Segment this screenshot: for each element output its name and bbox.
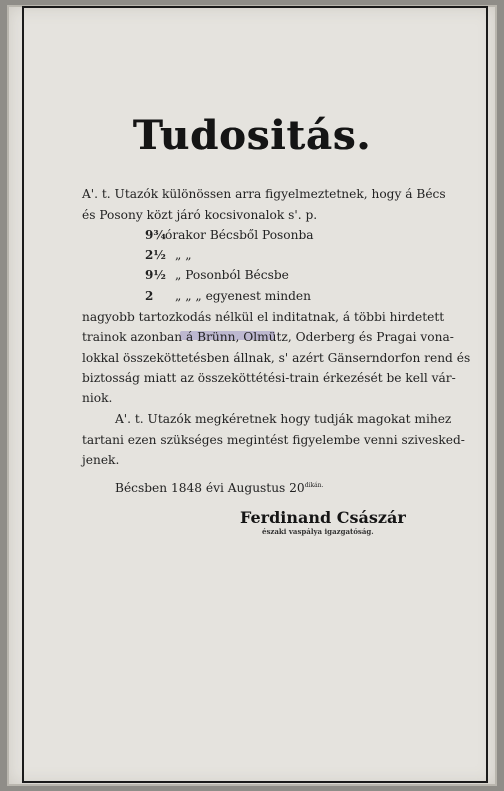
body-line-9: tartani ezen szükséges megintést figyelembe venni szivesked-	[82, 433, 465, 447]
timetable-route-3: „ Posonból Bécsbe	[175, 268, 289, 282]
timetable-route-2: „ „	[175, 248, 192, 262]
body-line-8: A'. t. Utazók megkéretnek hogy tudják magokat mihez	[115, 412, 452, 426]
document-title: Tudositás.	[132, 112, 372, 159]
body-line-3: nagyobb tartozkodás nélkül el inditatnak, á többi hirdetett	[82, 310, 445, 324]
body-line-10: jenek.	[82, 453, 120, 467]
timetable-time-3: 9½	[145, 268, 166, 282]
timetable-time-1: 9¾	[145, 228, 166, 242]
signature-title: északi vaspálya igazgatóság.	[262, 527, 374, 536]
date-text: Bécsben 1848 évi Augustus 20	[115, 481, 305, 495]
timetable-route-1: órakor Bécsből Posonba	[165, 228, 314, 242]
date-suffix: dikán.	[304, 481, 324, 489]
timetable-route-4: „ „ „ egyenest minden	[175, 289, 311, 303]
body-line-5: lokkal összeköttetésben állnak, s' azért Gänserndorfon rend és	[82, 351, 471, 365]
timetable-time-2: 2½	[145, 248, 166, 262]
signature-name: Ferdinand Császár	[240, 508, 406, 527]
timetable-time-4: 2	[145, 289, 154, 303]
body-line-7: niok.	[82, 391, 113, 405]
body-line-4: trainok azonban á Brünn, Olmütz, Oderberg és Pragai vona-	[82, 330, 454, 344]
date-line	[115, 481, 323, 495]
body-line-6: biztosság miatt az összeköttétési-train érkezését be kell vár-	[82, 371, 456, 385]
body-line-2: és Posony közt járó kocsivonalok s'. p.	[82, 208, 318, 222]
body-line-1: A'. t. Utazók különössen arra figyelmeztetnek, hogy á Bécs	[82, 187, 446, 201]
